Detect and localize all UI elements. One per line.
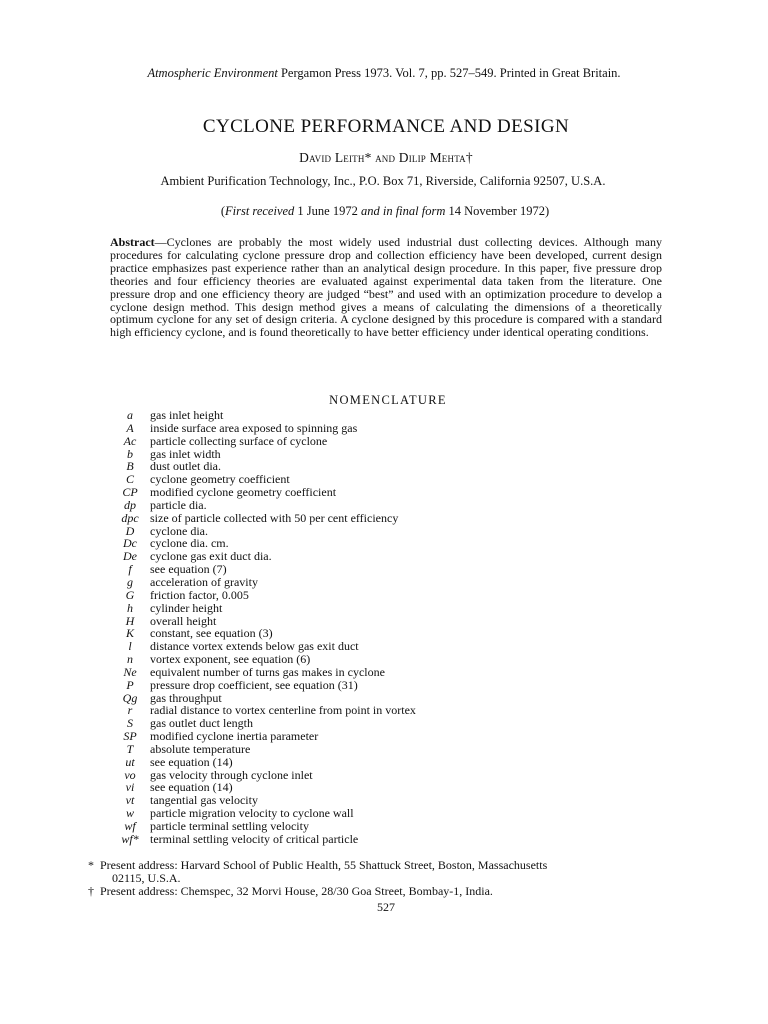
nomenclature-symbol: n [127,652,133,667]
nomenclature-symbol: Ne [123,664,137,679]
nomenclature-definition: see equation (7) [150,562,227,577]
nomenclature-definition: particle dia. [150,497,207,512]
nomenclature-symbol: dpc [121,510,139,525]
nomenclature-item [110,512,630,525]
nomenclature-symbol: Qg [122,690,138,705]
nomenclature-definition: cyclone dia. cm. [150,536,229,551]
nomenclature-symbol: a [127,408,133,422]
nomenclature-symbol: dp [124,497,136,512]
nomenclature-definition: absolute temperature [150,741,251,756]
nomenclature-item [110,602,630,615]
nomenclature-definition: constant, see equation (3) [150,626,273,641]
nomenclature-item [110,653,630,666]
nomenclature-definition: pressure drop coefficient, see equation (31) [150,677,358,692]
nomenclature-definition: vortex exponent, see equation (6) [150,652,311,667]
nomenclature-symbol: P [126,677,134,692]
nomenclature-item [110,576,630,589]
footnote [88,859,688,885]
nomenclature-definition: radial distance to vortex centerline from point in vortex [150,703,416,718]
nomenclature-symbol: A [126,420,134,435]
nomenclature-symbol: S [127,716,133,731]
nomenclature-symbol: b [127,446,133,461]
nomenclature-symbol: h [127,600,133,615]
received-close: ) [545,204,550,218]
footnotes [88,859,688,898]
nomenclature-item [110,743,630,756]
footnote [88,885,688,898]
footnote-text: Present address: Chemspec, 32 Morvi House, 28/30 Goa Street, Bombay-1, India. [100,884,493,898]
nomenclature-definition: terminal settling velocity of critical particle [150,831,359,846]
nomenclature-definition: gas velocity through cyclone inlet [150,767,313,782]
nomenclature-definition: gas inlet width [150,446,221,461]
nomenclature-symbol: C [125,472,134,487]
nomenclature-definition: see equation (14) [150,780,233,795]
nomenclature-symbol: vt [125,793,135,808]
nomenclature-definition: distance vortex extends below gas exit duct [150,639,359,654]
received-open: ( [220,204,225,218]
nomenclature-definition: friction factor, 0.005 [150,587,249,602]
nomenclature-definition: equivalent number of turns gas makes in cyclone [150,664,385,679]
journal-details: Pergamon Press 1973. Vol. 7, pp. 527–549. Printed in Great Britain. [280,66,621,80]
nomenclature-symbol: l [128,639,132,654]
nomenclature-symbol: De [123,549,137,564]
nomenclature-symbol: H [125,613,135,628]
nomenclature-item [110,409,630,422]
nomenclature-symbol: ut [125,754,135,769]
nomenclature-item [110,435,630,448]
nomenclature-definition: tangential gas velocity [150,793,258,808]
abstract-text: —Cyclones are probably the most widely used industrial dust collecting devices. Although many procedures for calculating cyclone pressure drop and collection efficiency have been developed, current design practice emphasizes past experience rather than an analytical design procedure. In this paper, five pressure drop theories and four efficiency theories are evaluated against experimental data taken from the literature. One pressure drop and one efficiency theory are judged “best” and used with an optimization procedure to develop a cyclone design method. This design method gives a means of calculating the dimensions of a theoretically optimum cyclone for any set of design criteria. A cyclone designed by this procedure is compared with a standard high efficiency cyclone, and is found theoretically to have better efficiency under identical operating conditions. [110,235,662,340]
nomenclature-symbol: w [125,806,134,821]
nomenclature-symbol: T [126,741,134,756]
nomenclature-definition: gas inlet height [150,408,224,422]
nomenclature-definition: particle terminal settling velocity [150,819,309,833]
nomenclature-item [110,486,630,499]
nomenclature-definition: gas throughput [150,690,222,705]
nomenclature-symbol: B [126,459,134,474]
nomenclature-symbol: Dc [123,536,137,551]
nomenclature-item [110,820,630,833]
nomenclature-definition: gas outlet duct length [150,716,253,731]
nomenclature-symbol: f [128,562,132,577]
nomenclature-definition: inside surface area exposed to spinning gas [150,420,358,435]
abstract-label: Abstract [110,235,155,249]
nomenclature-symbol: wf* [121,831,139,846]
page-number: 527 [377,900,395,914]
nomenclature-symbol: vi [125,780,135,795]
footnote-text: Present address: Harvard School of Public Health, 55 Shattuck Street, Boston, Massachusetts [100,858,548,872]
nomenclature-symbol: g [127,574,133,589]
nomenclature-definition: overall height [150,613,217,628]
nomenclature-definition: cyclone dia. [150,523,208,538]
nomenclature-symbol: K [125,626,134,641]
nomenclature-symbol: vo [124,767,136,782]
nomenclature-item [110,679,630,692]
nomenclature-symbol: CP [122,485,138,500]
nomenclature-definition: size of particle collected with 50 per cent efficiency [150,510,399,525]
journal-name: Atmospheric Environment [147,66,278,80]
nomenclature-item [110,730,630,743]
nomenclature-definition: modified cyclone inertia parameter [150,729,319,744]
nomenclature-list [110,409,630,846]
authors: David Leith* and Dilip Mehta† [299,150,473,165]
footnote-mark: † [88,884,94,898]
affiliation: Ambient Purification Technology, Inc., P.O. Box 71, Riverside, California 92507, U.S.A. [160,174,606,188]
nomenclature-definition: dust outlet dia. [150,459,221,474]
nomenclature-symbol: Ac [123,433,137,448]
journal-header [0,66,768,81]
nomenclature-definition: modified cyclone geometry coefficient [150,485,337,500]
final-form-label: and in final form [360,204,446,218]
paper-title: CYCLONE PERFORMANCE AND DESIGN [202,116,570,137]
first-received-date: 1 June 1972 [297,204,358,218]
footnote-text-continued: 02115, U.S.A. [112,871,181,885]
received-dates [0,204,768,219]
nomenclature-definition: particle migration velocity to cyclone wall [150,806,354,821]
abstract [110,236,662,339]
final-form-date: 14 November 1972 [448,204,545,218]
nomenclature-definition: cyclone gas exit duct dia. [150,549,272,564]
nomenclature-symbol: r [127,703,133,718]
nomenclature-title: NOMENCLATURE [329,393,447,407]
nomenclature-item [110,666,630,679]
nomenclature-symbol: D [125,523,135,538]
nomenclature-definition: cylinder height [150,600,223,615]
nomenclature-symbol: wf [124,819,136,833]
nomenclature-item [110,833,630,846]
nomenclature-symbol: SP [123,729,137,744]
nomenclature-definition: cyclone geometry coefficient [150,472,290,487]
nomenclature-item [110,756,630,769]
footnote-mark: * [88,858,94,872]
nomenclature-item [110,589,630,602]
nomenclature-item [110,422,630,435]
first-received-label: First received [224,204,295,218]
nomenclature-symbol: G [125,587,135,602]
nomenclature-definition: see equation (14) [150,754,233,769]
nomenclature-definition: particle collecting surface of cyclone [150,433,328,448]
nomenclature-definition: acceleration of gravity [150,574,258,589]
nomenclature-item [110,499,630,512]
